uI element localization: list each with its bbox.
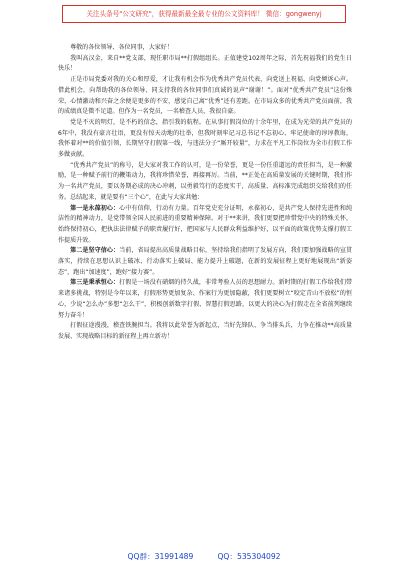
point-heading: 第一是永葆初心： xyxy=(70,204,120,212)
paragraph-point-2: 第二是坚守信心：当前，省局提出高质量战略目标，坚持给我们指明了发展方向，我们要加强战略的宣贯落实，持续在思想认识上破冰、行动落实上破局、能力提升上破题，在新的发展征程上更好地展现出“新姿态”，跑出“加速度”，跑好“接力赛”。 xyxy=(58,247,353,276)
paragraph: 尊敬的各位领导、各位同事，大家好！ xyxy=(70,44,173,51)
promo-banner: 关注头条号"公文研究"，获得最新最全最专业的公文资料库！ 微信：gongwenyj xyxy=(62,5,346,23)
qq-label: QQ：535304092 xyxy=(217,552,281,561)
speech-body xyxy=(58,43,352,343)
paragraph: 正是市局党委对我的关心和厚爱，才让我有机会作为优秀共产党员代表，向党送上祝福、向党倾诉心声。借此机会，向帮助我的各位领导、同支持我的各位同事们真诚的说声“谢谢！”。面对“优秀共产党员”这份殊荣，心情激动和兴奋之余便是更多的不安，感觉自己离“优秀”还有差距。在市局众多的优秀共产党员面前，我的成绩真是微不足道。但作为一名党员，一名稽查人员，我很自豪。 xyxy=(58,76,352,116)
footer-contact xyxy=(0,551,408,562)
paragraph-closing: 打假征途漫漫，稽查铁腕担当。我将以此荣誉为新起点，当好先锋队、争当排头兵，力争在推动**高质量发展、实现战略目标的新征程上再立新功！ xyxy=(58,322,352,340)
paragraph: 党是不灭的明灯，是不朽的信念，指引我的航程。在从事打假岗位的十余年里，在成为光荣的共产党员的6年中，我没有豪言壮语，更没有惊天动地的壮举，但我时刻牢记习总书记不忘初心、牢记使命的谆谆教诲，我怀着对**的价值引领，长期坚守打假第一线，与违法分子“厮开较量”，力求在平凡工作岗位为全市打假工作多做贡献。 xyxy=(58,118,352,159)
paragraph-point-1: 第一是永葆初心：心中有信仰，行动有力量。百年党史充分证明，永葆初心，是共产党人保持先进性和纯洁性的精神动力，是党带领全国人民前进的重要精神保障。对于**来讲，我们更要把珍惜党中央的特殊关怀，始终保持初心，把执法法律赋予的职责履行好，把国家与人民群众利益维护好，以平面的政策优势支撑打假工作提质升效。 xyxy=(58,204,353,244)
point-heading: 第三是秉承恒心： xyxy=(70,279,120,287)
paragraph-point-3: 第三是秉承恒心：打假是一场没有硝烟的持久战，非常考验人员的思想耐力。新时期的打假工作给我们带来诸多挑战，特别是今年以来，打假形势更加复杂、作案行为更加隐蔽，我们更要树立“咬定青山不放松”的恒心，少说“怎么办”多想“怎么干”，积极创新数字打假、智慧打假思路，以更大的决心为打假走在全省前列继续努力奋斗！ xyxy=(58,279,353,319)
point-heading: 第二是坚守信心： xyxy=(70,247,120,255)
qq-group-label: QQ群：31991489 xyxy=(127,552,194,561)
paragraph: 我叫高汉金，来自**党支部，现任职市局**打假组组长。正值建党102周年之际，首先祝福我们的党生日快乐！ xyxy=(58,54,352,73)
paragraph: “优秀共产党员”的称号，是大家对我工作的认可，是一份荣誉，更是一份任重道远的责任担当，是一种激励，是一种赋予前行的鞭策动力，我将珍惜荣誉，再接再厉。当前，**正处在高质量发展的关键时期，我们作为一名共产党员，要以务期必成的决心冲刺，以勇毅笃行的态度实干，高质量、高标准完成组织交给我们的任务。总结起来，就是要有“三个心”，在此与大家共勉： xyxy=(58,161,352,201)
